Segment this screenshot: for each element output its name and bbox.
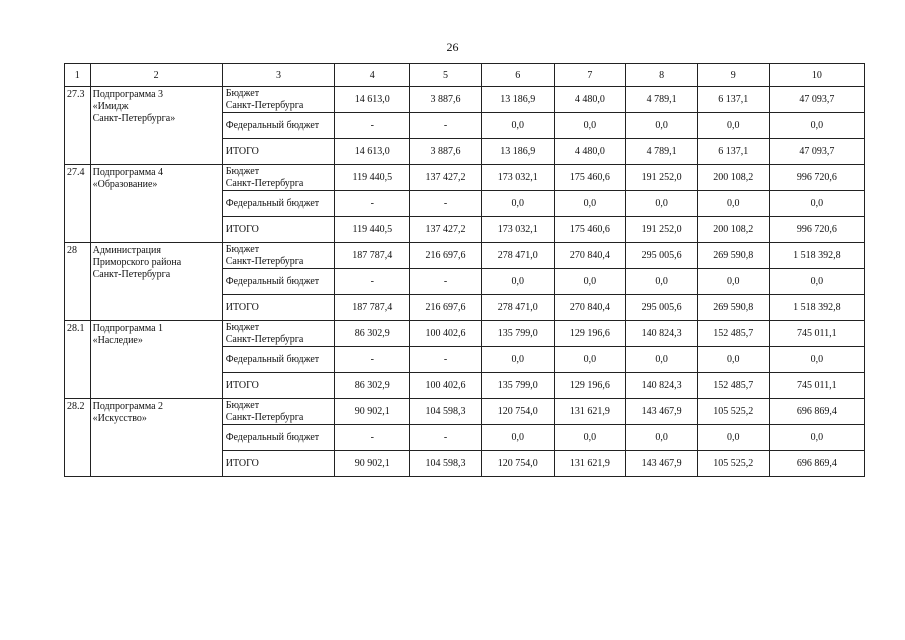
funding-source-line: Санкт-Петербурга [225,99,304,111]
program-name-line: Администрация [92,245,161,256]
amount-cell: 4 789,1 [626,139,698,165]
amount-cell: 4 480,0 [554,139,626,165]
funding-source-line: ИТОГО [225,145,259,157]
amount-cell: 996 720,6 [769,165,864,191]
amount-cell: 135 799,0 [481,321,554,347]
amount-cell: 120 754,0 [481,399,554,425]
program-name-line: Санкт-Петербурга [92,269,171,280]
program-name-line: Санкт-Петербурга» [92,113,176,124]
budget-table [64,63,865,477]
header-row [65,64,865,87]
amount-cell: 119 440,5 [335,165,410,191]
funding-source-line: Бюджет [225,321,260,333]
amount-cell: 90 902,1 [335,399,410,425]
amount-cell: 173 032,1 [481,217,554,243]
amount-cell: 104 598,3 [410,399,482,425]
funding-source [222,425,335,451]
amount-cell: 104 598,3 [410,451,482,477]
header-cell: 6 [481,64,554,87]
funding-source-line: ИТОГО [225,301,259,313]
amount-cell: 6 137,1 [697,139,769,165]
funding-source-line: Санкт-Петербурга [225,333,304,345]
amount-cell: 278 471,0 [481,243,554,269]
amount-cell: 1 518 392,8 [769,295,864,321]
funding-source [222,399,335,425]
amount-cell: 105 525,2 [697,399,769,425]
header-cell: 3 [222,64,335,87]
amount-cell: 278 471,0 [481,295,554,321]
row-index: 27.4 [65,165,91,243]
amount-cell: 131 621,9 [554,451,626,477]
table-row [65,165,865,191]
amount-cell: 0,0 [769,191,864,217]
funding-source-line: Бюджет [225,243,260,255]
amount-cell: 191 252,0 [626,165,698,191]
amount-cell: - [410,269,482,295]
amount-cell: 0,0 [554,347,626,373]
amount-cell: 140 824,3 [626,321,698,347]
amount-cell: 0,0 [769,425,864,451]
amount-cell: 0,0 [697,191,769,217]
amount-cell: 129 196,6 [554,373,626,399]
funding-source [222,165,335,191]
amount-cell: 137 427,2 [410,165,482,191]
amount-cell: 135 799,0 [481,373,554,399]
amount-cell: 0,0 [481,113,554,139]
amount-cell: - [410,425,482,451]
funding-source-line: ИТОГО [225,223,259,235]
header-cell: 4 [335,64,410,87]
funding-source [222,269,335,295]
funding-source-line: Бюджет [225,165,260,177]
amount-cell: 86 302,9 [335,373,410,399]
amount-cell: 175 460,6 [554,217,626,243]
amount-cell: 100 402,6 [410,373,482,399]
amount-cell: 0,0 [626,347,698,373]
funding-source-line: Федеральный бюджет [225,275,320,287]
table-body [65,64,865,477]
amount-cell: - [410,191,482,217]
program-name-line: «Образование» [92,179,158,190]
header-cell: 10 [769,64,864,87]
amount-cell: 0,0 [626,269,698,295]
header-cell: 7 [554,64,626,87]
funding-source-line: Санкт-Петербурга [225,411,304,423]
amount-cell: 143 467,9 [626,399,698,425]
funding-source-line: Санкт-Петербурга [225,177,304,189]
funding-source [222,373,335,399]
amount-cell: 0,0 [626,113,698,139]
funding-source-line: Бюджет [225,87,260,99]
row-index: 28.1 [65,321,91,399]
amount-cell: 14 613,0 [335,87,410,113]
amount-cell: 90 902,1 [335,451,410,477]
row-index: 28.2 [65,399,91,477]
funding-source [222,113,335,139]
program-name-line: Подпрограмма 4 [92,167,164,178]
amount-cell: 0,0 [769,269,864,295]
amount-cell: - [335,191,410,217]
header-cell: 2 [90,64,222,87]
amount-cell: 191 252,0 [626,217,698,243]
funding-source-line: ИТОГО [225,457,259,469]
amount-cell: 13 186,9 [481,139,554,165]
amount-cell: 295 005,6 [626,295,698,321]
row-index: 28 [65,243,91,321]
amount-cell: 0,0 [554,269,626,295]
amount-cell: 173 032,1 [481,165,554,191]
funding-source-line: Федеральный бюджет [225,353,320,365]
amount-cell: - [335,113,410,139]
amount-cell: 4 789,1 [626,87,698,113]
funding-source-line: ИТОГО [225,379,259,391]
amount-cell: 0,0 [554,191,626,217]
header-cell: 8 [626,64,698,87]
amount-cell: 200 108,2 [697,165,769,191]
amount-cell: 4 480,0 [554,87,626,113]
amount-cell: - [410,347,482,373]
amount-cell: 269 590,8 [697,243,769,269]
row-index: 27.3 [65,87,91,165]
amount-cell: 0,0 [626,425,698,451]
amount-cell: 1 518 392,8 [769,243,864,269]
funding-source-line: Федеральный бюджет [225,197,320,209]
funding-source [222,295,335,321]
program-name-line: Подпрограмма 3 [92,89,164,100]
header-cell: 1 [65,64,91,87]
amount-cell: 216 697,6 [410,295,482,321]
amount-cell: 200 108,2 [697,217,769,243]
funding-source-line: Санкт-Петербурга [225,255,304,267]
amount-cell: 175 460,6 [554,165,626,191]
program-name-line: «Искусство» [92,413,147,424]
amount-cell: 269 590,8 [697,295,769,321]
amount-cell: 47 093,7 [769,87,864,113]
amount-cell: 105 525,2 [697,451,769,477]
amount-cell: 270 840,4 [554,243,626,269]
amount-cell: 996 720,6 [769,217,864,243]
amount-cell: - [410,113,482,139]
program-name-line: «Имидж [92,101,129,112]
table-row [65,243,865,269]
amount-cell: 216 697,6 [410,243,482,269]
header-cell: 9 [697,64,769,87]
funding-source [222,139,335,165]
funding-source [222,347,335,373]
amount-cell: 0,0 [481,269,554,295]
amount-cell: 0,0 [481,191,554,217]
amount-cell: 0,0 [769,113,864,139]
amount-cell: 6 137,1 [697,87,769,113]
amount-cell: 140 824,3 [626,373,698,399]
funding-source [222,451,335,477]
program-name [90,87,222,165]
table-row [65,399,865,425]
amount-cell: 0,0 [481,425,554,451]
amount-cell: 137 427,2 [410,217,482,243]
amount-cell: 0,0 [481,347,554,373]
amount-cell: 0,0 [554,113,626,139]
amount-cell: 120 754,0 [481,451,554,477]
funding-source-line: Бюджет [225,399,260,411]
amount-cell: 0,0 [697,113,769,139]
amount-cell: - [335,347,410,373]
amount-cell: - [335,425,410,451]
amount-cell: 745 011,1 [769,373,864,399]
program-name [90,399,222,477]
table-row [65,321,865,347]
amount-cell: 3 887,6 [410,139,482,165]
funding-source [222,87,335,113]
amount-cell: 86 302,9 [335,321,410,347]
program-name [90,321,222,399]
amount-cell: 152 485,7 [697,321,769,347]
amount-cell: - [335,269,410,295]
amount-cell: 0,0 [697,347,769,373]
amount-cell: 270 840,4 [554,295,626,321]
program-name [90,243,222,321]
amount-cell: 0,0 [626,191,698,217]
amount-cell: 696 869,4 [769,399,864,425]
amount-cell: 745 011,1 [769,321,864,347]
amount-cell: 152 485,7 [697,373,769,399]
amount-cell: 47 093,7 [769,139,864,165]
amount-cell: 295 005,6 [626,243,698,269]
amount-cell: 143 467,9 [626,451,698,477]
amount-cell: 129 196,6 [554,321,626,347]
amount-cell: 14 613,0 [335,139,410,165]
page-number: 26 [446,40,459,54]
amount-cell: 0,0 [697,425,769,451]
amount-cell: 187 787,4 [335,243,410,269]
amount-cell: 100 402,6 [410,321,482,347]
amount-cell: 187 787,4 [335,295,410,321]
program-name-line: Подпрограмма 1 [92,323,164,334]
funding-source [222,243,335,269]
amount-cell: 0,0 [697,269,769,295]
amount-cell: 0,0 [769,347,864,373]
funding-source-line: Федеральный бюджет [225,431,320,443]
program-name [90,165,222,243]
funding-source [222,217,335,243]
amount-cell: 3 887,6 [410,87,482,113]
amount-cell: 0,0 [554,425,626,451]
program-name-line: Приморского района [92,257,182,268]
program-name-line: Подпрограмма 2 [92,401,164,412]
amount-cell: 13 186,9 [481,87,554,113]
amount-cell: 131 621,9 [554,399,626,425]
funding-source-line: Федеральный бюджет [225,119,320,131]
amount-cell: 696 869,4 [769,451,864,477]
table-row [65,87,865,113]
header-cell: 5 [410,64,482,87]
amount-cell: 119 440,5 [335,217,410,243]
funding-source [222,321,335,347]
program-name-line: «Наследие» [92,335,143,346]
funding-source [222,191,335,217]
